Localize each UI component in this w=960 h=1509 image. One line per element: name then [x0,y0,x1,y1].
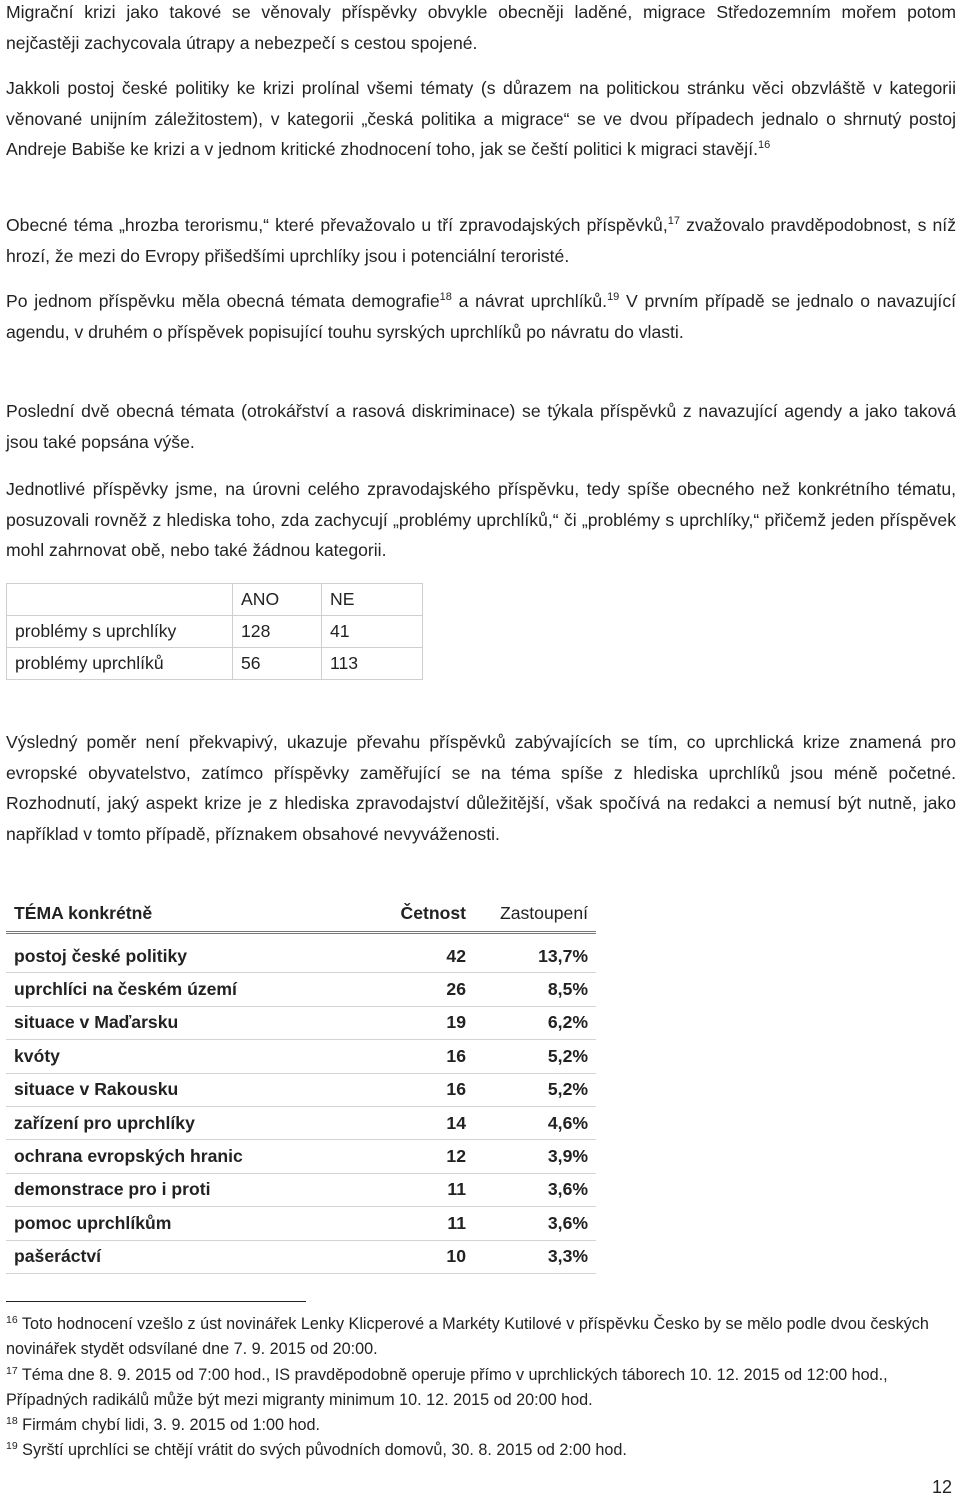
table-cell: 5,2% [474,1073,596,1106]
table-header-cell: TÉMA konkrétně [6,895,376,933]
table-cell: 6,2% [474,1006,596,1039]
table-cell: 19 [376,1006,474,1039]
table-cell: pomoc uprchlíkům [6,1207,376,1240]
table-cell: 3,9% [474,1140,596,1173]
footnote-number: 19 [6,1440,18,1453]
table-cell: uprchlíci na českém území [6,973,376,1006]
footnote: $^{19}$ Syrští uprchlíci se chtějí vrátit do svých původních domovů, 30. 8. 2015 od 2:00 hod. [6,1440,627,1460]
table-cell: 14 [376,1106,474,1139]
table-header-cell: ANO [233,584,322,616]
footnote-number: 18 [6,1415,18,1428]
footnote-number: 17 [6,1364,18,1377]
table-cell: 42 [376,940,474,973]
table-cell: 3,6% [474,1207,596,1240]
table-cell: 11 [376,1207,474,1240]
table-cell: 16 [376,1040,474,1073]
table-cell: problémy s uprchlíky [7,616,233,648]
footnote-ref[interactable]: 19 [607,291,620,303]
footnote-number: 16 [6,1314,18,1326]
table-cell: situace v Maďarsku [6,1006,376,1039]
table-cell: 3,6% [474,1173,596,1206]
footnote: $^{17}$ Téma dne 8. 9. 2015 od 7:00 hod., IS pravděpodobně operuje přímo v uprchlických táborech 10. 12. 2015 od 12:00 hod., Případných radikálů může být mezi migranty minimum 10. 12. 2015 od 20:00 hod. [6,1364,888,1409]
footnote-ref[interactable]: 18 [439,291,452,303]
table-row [6,1240,596,1273]
table-cell: 10 [376,1240,474,1273]
table-row [6,1006,596,1039]
table-cell: problémy uprchlíků [7,648,233,680]
page-number: 12 [931,1477,952,1497]
table-cell: 26 [376,973,474,1006]
table-header-cell: Četnost [376,895,474,933]
table-header-row [6,895,596,933]
table-cell: demonstrace pro i proti [6,1173,376,1206]
table-cell: pašeráctví [6,1240,376,1273]
table-cell: 11 [376,1173,474,1206]
footnote-ref[interactable]: 16 [757,139,771,151]
footnote-ref[interactable]: 17 [667,215,680,227]
paragraph: Poslední dvě obecná témata (otrokářství a rasová diskriminace) se týkala příspěvků z navazující agendy a jako taková jsou také popsána výše. [6,401,956,452]
table-cell: 41 [322,616,423,648]
table-cell: 4,6% [474,1106,596,1139]
paragraph: Obecné téma „hrozba terorismu,“ které převažovalo u tří zpravodajských příspěvků,$^{17}$ zvažovalo pravděpodobnost, s níž hrozí, že mezi do Evropy přišedšími uprchlíky jsou i potenciální teroristé. [6,215,956,266]
table-row [6,1040,596,1073]
table-cell: 113 [322,648,423,680]
table-cell: 13,7% [474,940,596,973]
table-row [6,973,596,1006]
table-header-cell: NE [322,584,423,616]
table-cell: zařízení pro uprchlíky [6,1106,376,1139]
table-row [6,1140,596,1173]
table-cell: 5,2% [474,1040,596,1073]
footnote: $^{18}$ Firmám chybí lidi, 3. 9. 2015 od 1:00 hod. [6,1415,321,1435]
table-cell: 12 [376,1140,474,1173]
table-cell: 128 [233,616,322,648]
table-row [6,1173,596,1206]
table-row [7,616,423,648]
table-cell: postoj české politiky [6,940,376,973]
table-cell: 16 [376,1073,474,1106]
table-cell: situace v Rakousku [6,1073,376,1106]
table-row [6,1073,596,1106]
table-row [6,940,596,973]
footnote-separator [6,1301,306,1302]
paragraph: Po jednom příspěvku měla obecná témata demografie$^{18}$ a návrat uprchlíků.$^{19}$ V prvním případě se jednalo o navazující agendu, v druhém o příspěvek popisující touhu syrských uprchlíků po návratu do vlasti. [6,291,957,342]
footnote: $^{16}$ Toto hodnocení vzešlo z úst novinářek Lenky Klicperové a Markéty Kutilové v příspěvku Česko by se mělo podle dvou českých novinářek stydět odsvílané dne 7. 9. 2015 od 20:00. [6,1314,929,1359]
paragraph: Výsledný poměr není překvapivý, ukazuje převahu příspěvků zabývajících se tím, co uprchlická krize znamená pro evropské obyvatelstvo, zatímco příspěvky zaměřující se na téma spíše z hlediska uprchlíků jsou méně početné. Rozhodnutí, jaký aspekt krize je z hlediska zpravodajství důležitější, však spočívá na redakci a nemusí být nutně, jako například v tomto případě, příznakem obsahové nevyváženosti. [6,732,956,844]
paragraph: Migrační krizi jako takové se věnovaly příspěvky obvykle obecněji laděné, migrace Středozemním mořem potom nejčastěji zachycovala útrapy a nebezpečí s cestou spojené. [6,2,956,53]
table-row [7,648,423,680]
table-cell: 3,3% [474,1240,596,1273]
table-header-row [7,584,423,616]
table-row [6,1106,596,1139]
table-cell [7,584,233,616]
paragraph: Jednotlivé příspěvky jsme, na úrovni celého zpravodajského příspěvku, tedy spíše obecného než konkrétního tématu, posuzovali rovněž z hlediska toho, zda zachycují „problémy uprchlíků,“ či „problémy s uprchlíky,“ přičemž jeden příspěvek mohl zahrnovat obě, nebo také žádnou kategorii. [6,479,956,560]
table-cell: 8,5% [474,973,596,1006]
table-row [6,1207,596,1240]
topic-frequency-table [6,895,596,1274]
table-header-cell: Zastoupení [474,895,596,933]
table-cell: kvóty [6,1040,376,1073]
table-cell: 56 [233,648,322,680]
refugee-problems-table [6,583,423,680]
paragraph: Jakkoli postoj české politiky ke krizi prolínal všemi tématy (s důrazem na politickou stránku věci obzvláště v kategorii věnované unijním záležitostem), v kategorii „česká politika a migrace“ se ve dvou případech jednalo o shrnutý postoj Andreje Babiše ke krizi a v jednom kritické zhodnocení toho, jak se čeští politici k migraci stavějí.$^{16}$ [6,78,956,159]
footnotes [6,1312,956,1464]
table-cell: ochrana evropských hranic [6,1140,376,1173]
